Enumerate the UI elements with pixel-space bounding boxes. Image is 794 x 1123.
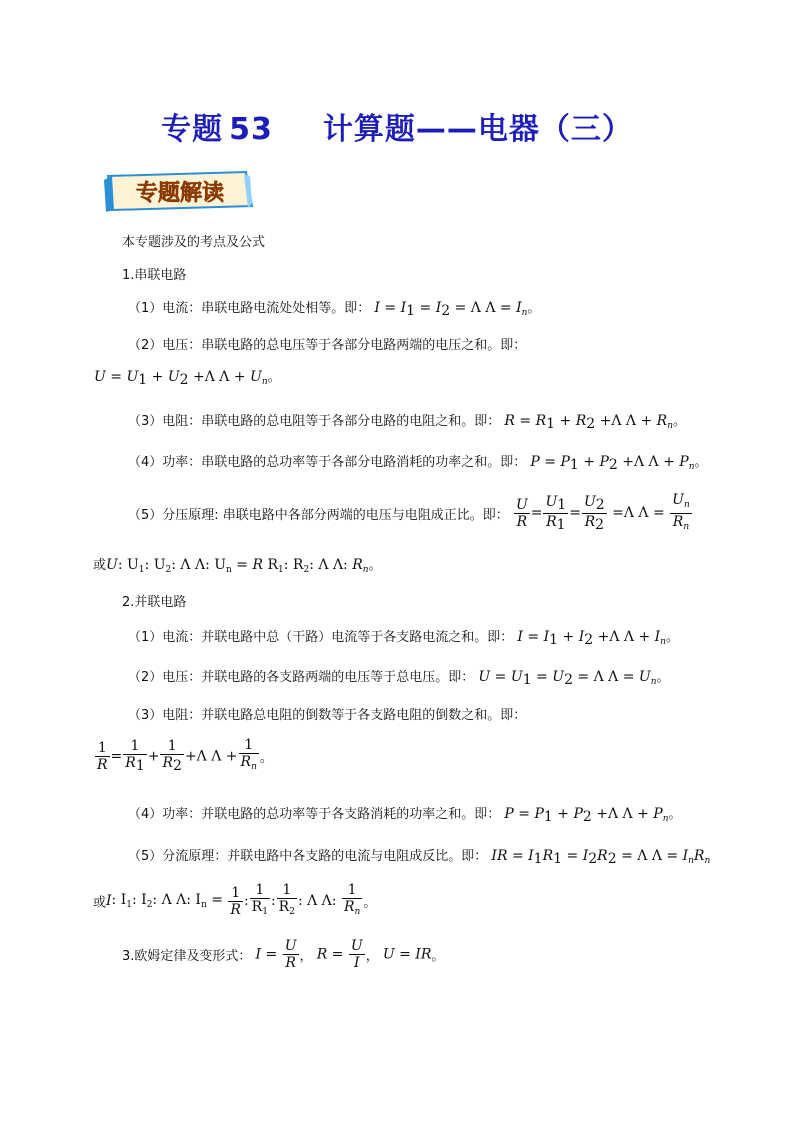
series-voltage: （2）电压：串联电路的总电压等于各部分电路两端的电压之和。即： <box>128 338 527 353</box>
series-resistance: （3）电阻：串联电路的总电阻等于各部分电路的电阻之和。即： $R = R_1 + R_2 +\Lambda$ $\Lambda + R_n$。 <box>128 413 687 432</box>
parallel-heading: 2.并联电路 <box>122 595 187 610</box>
series-heading: 1.串联电路 <box>122 268 187 283</box>
series-divider: （5）分压原理: 串联电路中各部分两端的电压与电阻成正比。即： $\frac{U}{R}$ = $\frac{U_1}{R_1}$ = $\frac{U_2}{R_2}$ =Λ Λ = $\frac{U_n}{R_n}$ <box>128 492 690 533</box>
parallel-current: （1）电流：并联电路中总（干路）电流等于各支路电流之和。即： $I = I_1 + I_2 +\Lambda$ $\Lambda + I_n$。 <box>128 629 679 648</box>
title-main: 计算题——电器（三） <box>322 112 633 147</box>
page-title <box>0 104 794 148</box>
badge-label: 专题解读 <box>135 181 225 206</box>
section-badge <box>104 170 254 212</box>
ohm-law: 3.欧姆定律及变形式： I = $\frac{U}{R}$ ， R = $\frac{U}{I}$ ， U = IR。 <box>122 938 445 971</box>
parallel-resistance-formula: $\frac{1}{R}$ = $\frac{1}{R_1}$ + $\frac{1}{R_2}$ +Λ Λ + $\frac{1}{R_n}$ 。 <box>97 737 273 774</box>
title-topic: 专题 <box>161 112 224 147</box>
parallel-voltage: （2）电压：并联电路的各支路两端的电压等于总电压。即： $U = U_1 = U_2 = \Lambda$ $\Lambda = U_n$。 <box>128 669 670 688</box>
badge-background <box>104 170 254 212</box>
title-number: 53 <box>229 112 273 147</box>
series-voltage-formula: $U = U_1 + U_2 +\Lambda$ $\Lambda + U_n$。 <box>94 369 281 388</box>
series-divider-ratio: 或U: $U_1$: $U_2$: Λ Λ: $U_n = R$ $R_1$: $R_2$: Λ Λ: $R_n$。 <box>93 557 382 575</box>
parallel-resistance: （3）电阻：并联电路总电阻的倒数等于各支路电阻的倒数之和。即： <box>128 708 527 723</box>
parallel-divider-ratio: 或I: $I_1$: $I_2$: Λ Λ: $I_n$ = $\frac{1}{R}$ : $\frac{1}{R_1}$ : $\frac{1}{R_2}$ : Λ Λ: $\frac{1}{R_n}$ 。 <box>93 882 377 918</box>
intro-text: 本专题涉及的考点及公式 <box>122 235 266 250</box>
series-current-formula: I <box>374 300 380 316</box>
parallel-divider: （5）分流原理：并联电路中各支路的电流与电阻成反比。即： IR = $I_1R_1 = I_2R_2 = \Lambda$ $\Lambda = I_nR_n$ <box>128 848 711 867</box>
series-power: （4）功率：串联电路的总功率等于各部分电路消耗的功率之和。即： $P = P_1 + P_2 +\Lambda$ $\Lambda + P_n$。 <box>128 454 708 473</box>
series-current: （1）电流：串联电路电流处处相等。即： $I = I_1 = I_2 = \Lambda$ $\Lambda = I_n$。 <box>128 300 541 319</box>
parallel-power: （4）功率：并联电路的总功率等于各支路消耗的功率之和。即： $P = P_1 + P_2 +\Lambda$ $\Lambda + P_n$。 <box>128 806 682 825</box>
